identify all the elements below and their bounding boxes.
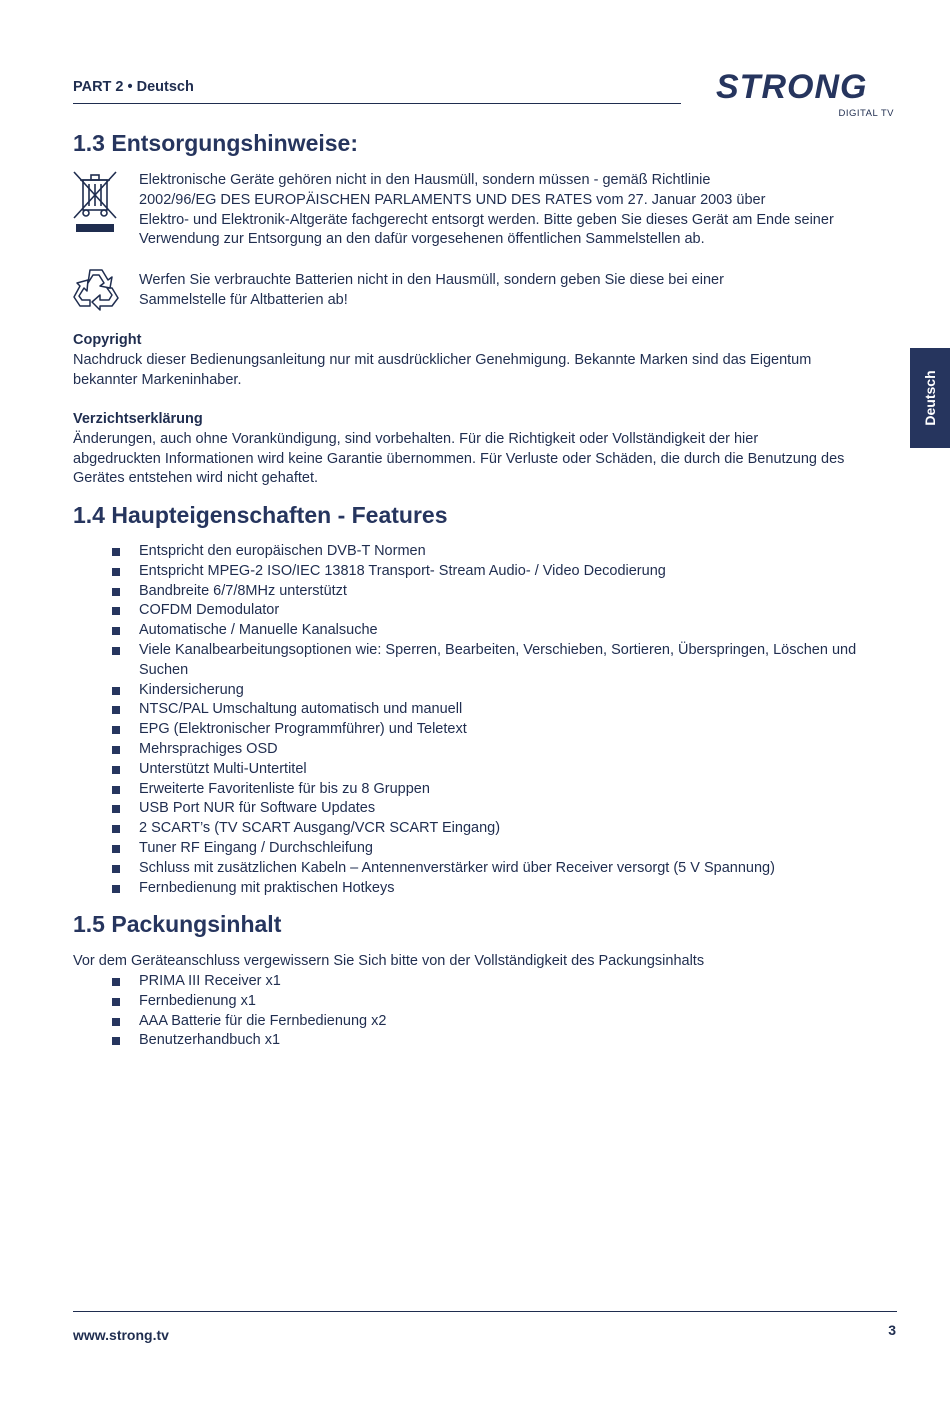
bullet-square-icon <box>112 647 120 655</box>
battery-line: Werfen Sie verbrauchte Batterien nicht in den Hausmüll, sondern geben Sie diese bei einer <box>139 272 724 288</box>
list-item: Benutzerhandbuch x1 <box>112 1031 899 1051</box>
list-item: NTSC/PAL Umschaltung automatisch und manuell <box>112 700 899 720</box>
weee-line: Verwendung zur Entsorgung an den dafür vorgesehenen öffentlichen Sammelstellen ab. <box>139 231 705 248</box>
package-intro <box>73 952 903 972</box>
disclaimer-block <box>73 410 903 489</box>
bullet-square-icon <box>112 568 120 576</box>
list-item: 2 SCART’s (TV SCART Ausgang/VCR SCART Eingang) <box>112 819 899 839</box>
header-divider <box>73 103 681 104</box>
list-item: Bandbreite 6/7/8MHz unterstützt <box>112 582 899 602</box>
list-item: Automatische / Manuelle Kanalsuche <box>112 621 899 641</box>
package-list <box>112 972 899 1051</box>
recycle-icon <box>72 266 120 317</box>
copyright-block <box>73 331 903 390</box>
bullet-square-icon <box>112 825 120 833</box>
list-item: Viele Kanalbearbeitungsoptionen wie: Sperren, Bearbeiten, Verschieben, Sortieren, Überspringen, Löschen und Suchen <box>112 641 899 681</box>
list-item: Unterstützt Multi-Untertitel <box>112 760 899 780</box>
bullet-square-icon <box>112 1037 120 1045</box>
bullet-square-icon <box>112 766 120 774</box>
bullet-square-icon <box>112 746 120 754</box>
bullet-square-icon <box>112 998 120 1006</box>
copyright-line: Nachdruck dieser Bedienungsanleitung nur mit ausdrücklicher Genehmigung. Bekannte Marken sind das Eigentum <box>73 351 812 368</box>
list-item: Kindersicherung <box>112 681 899 701</box>
weee-line: 2002/96/EG DES EUROPÄISCHEN PARLAMENTS UND DES RATES vom 27. Januar 2003 über <box>139 191 766 208</box>
bullet-square-icon <box>112 726 120 734</box>
section-14-title: 1.4 Haupteigenschaften - Features <box>73 502 448 528</box>
bullet-square-icon <box>112 978 120 986</box>
list-item: Fernbedienung x1 <box>112 992 899 1012</box>
bullet-square-icon <box>112 805 120 813</box>
bullet-square-icon <box>112 588 120 596</box>
list-item: Fernbedienung mit praktischen Hotkeys <box>112 879 899 899</box>
list-item: COFDM Demodulator <box>112 601 899 621</box>
weee-bin-icon <box>72 170 118 241</box>
list-item: Tuner RF Eingang / Durchschleifung <box>112 839 899 859</box>
list-item: Entspricht den europäischen DVB-T Normen <box>112 542 899 562</box>
section-15-title: 1.5 Packungsinhalt <box>73 911 282 937</box>
list-item: Erweiterte Favoritenliste für bis zu 8 Gruppen <box>112 780 899 800</box>
features-list <box>112 542 899 898</box>
section-13-title: 1.3 Entsorgungshinweise: <box>73 130 358 156</box>
bullet-square-icon <box>112 687 120 695</box>
disclaimer-line: Änderungen, auch ohne Vorankündigung, sind vorbehalten. Für die Richtigkeit oder Vollständigkeit der hier <box>73 430 759 447</box>
list-item: EPG (Elektronischer Programmführer) und Teletext <box>112 720 899 740</box>
package-intro-text: Vor dem Geräteanschluss vergewissern Sie Sich bitte von der Vollständigkeit des Packungsinhalts <box>73 953 705 969</box>
battery-paragraph <box>139 271 899 311</box>
disclaimer-heading: Verzichtserklärung <box>73 411 203 427</box>
bullet-square-icon <box>112 607 120 615</box>
list-item: PRIMA III Receiver x1 <box>112 972 899 992</box>
battery-line: Sammelstelle für Altbatterien ab! <box>139 291 348 308</box>
bullet-square-icon <box>112 885 120 893</box>
list-item: Mehrsprachiges OSD <box>112 740 899 760</box>
bullet-square-icon <box>112 706 120 714</box>
logo-wordmark: STRONG <box>716 68 868 106</box>
copyright-heading: Copyright <box>73 332 142 348</box>
weee-paragraph <box>139 171 899 250</box>
bullet-square-icon <box>112 865 120 873</box>
page-number: 3 <box>888 1322 896 1338</box>
copyright-line: bekannter Markeninhaber. <box>73 371 242 388</box>
list-item: Schluss mit zusätzlichen Kabeln – Antennenverstärker wird über Receiver versorgt (5 V Spannung) <box>112 859 899 879</box>
bullet-square-icon <box>112 627 120 635</box>
disclaimer-line: abgedruckten Informationen wird keine Garantie übernommen. Für Verluste oder Schäden, die durch die Benutzung des <box>73 450 845 467</box>
footer-divider <box>73 1311 897 1312</box>
weee-line: Elektro- und Elektronik-Altgeräte fachgerecht entsorgt werden. Bitte geben Sie dieses Gerät am Ende seiner <box>139 211 834 228</box>
logo-subtitle: DIGITAL TV <box>838 108 894 119</box>
footer-website-link[interactable]: www.strong.tv <box>73 1327 169 1343</box>
side-tab-label: Deutsch <box>922 370 938 426</box>
language-side-tab <box>910 348 950 448</box>
list-item: Entspricht MPEG-2 ISO/IEC 13818 Transport- Stream Audio- / Video Decodierung <box>112 562 899 582</box>
weee-line: Elektronische Geräte gehören nicht in den Hausmüll, sondern müssen - gemäß Richtlinie <box>139 172 711 188</box>
bullet-square-icon <box>112 845 120 853</box>
bullet-square-icon <box>112 548 120 556</box>
disclaimer-line: Gerätes entstehen wird nicht gehaftet. <box>73 470 319 487</box>
bullet-square-icon <box>112 786 120 794</box>
bullet-square-icon <box>112 1018 120 1026</box>
list-item: AAA Batterie für die Fernbedienung x2 <box>112 1012 899 1032</box>
header-part-label: PART 2 • Deutsch <box>73 79 194 95</box>
list-item: USB Port NUR für Software Updates <box>112 799 899 819</box>
